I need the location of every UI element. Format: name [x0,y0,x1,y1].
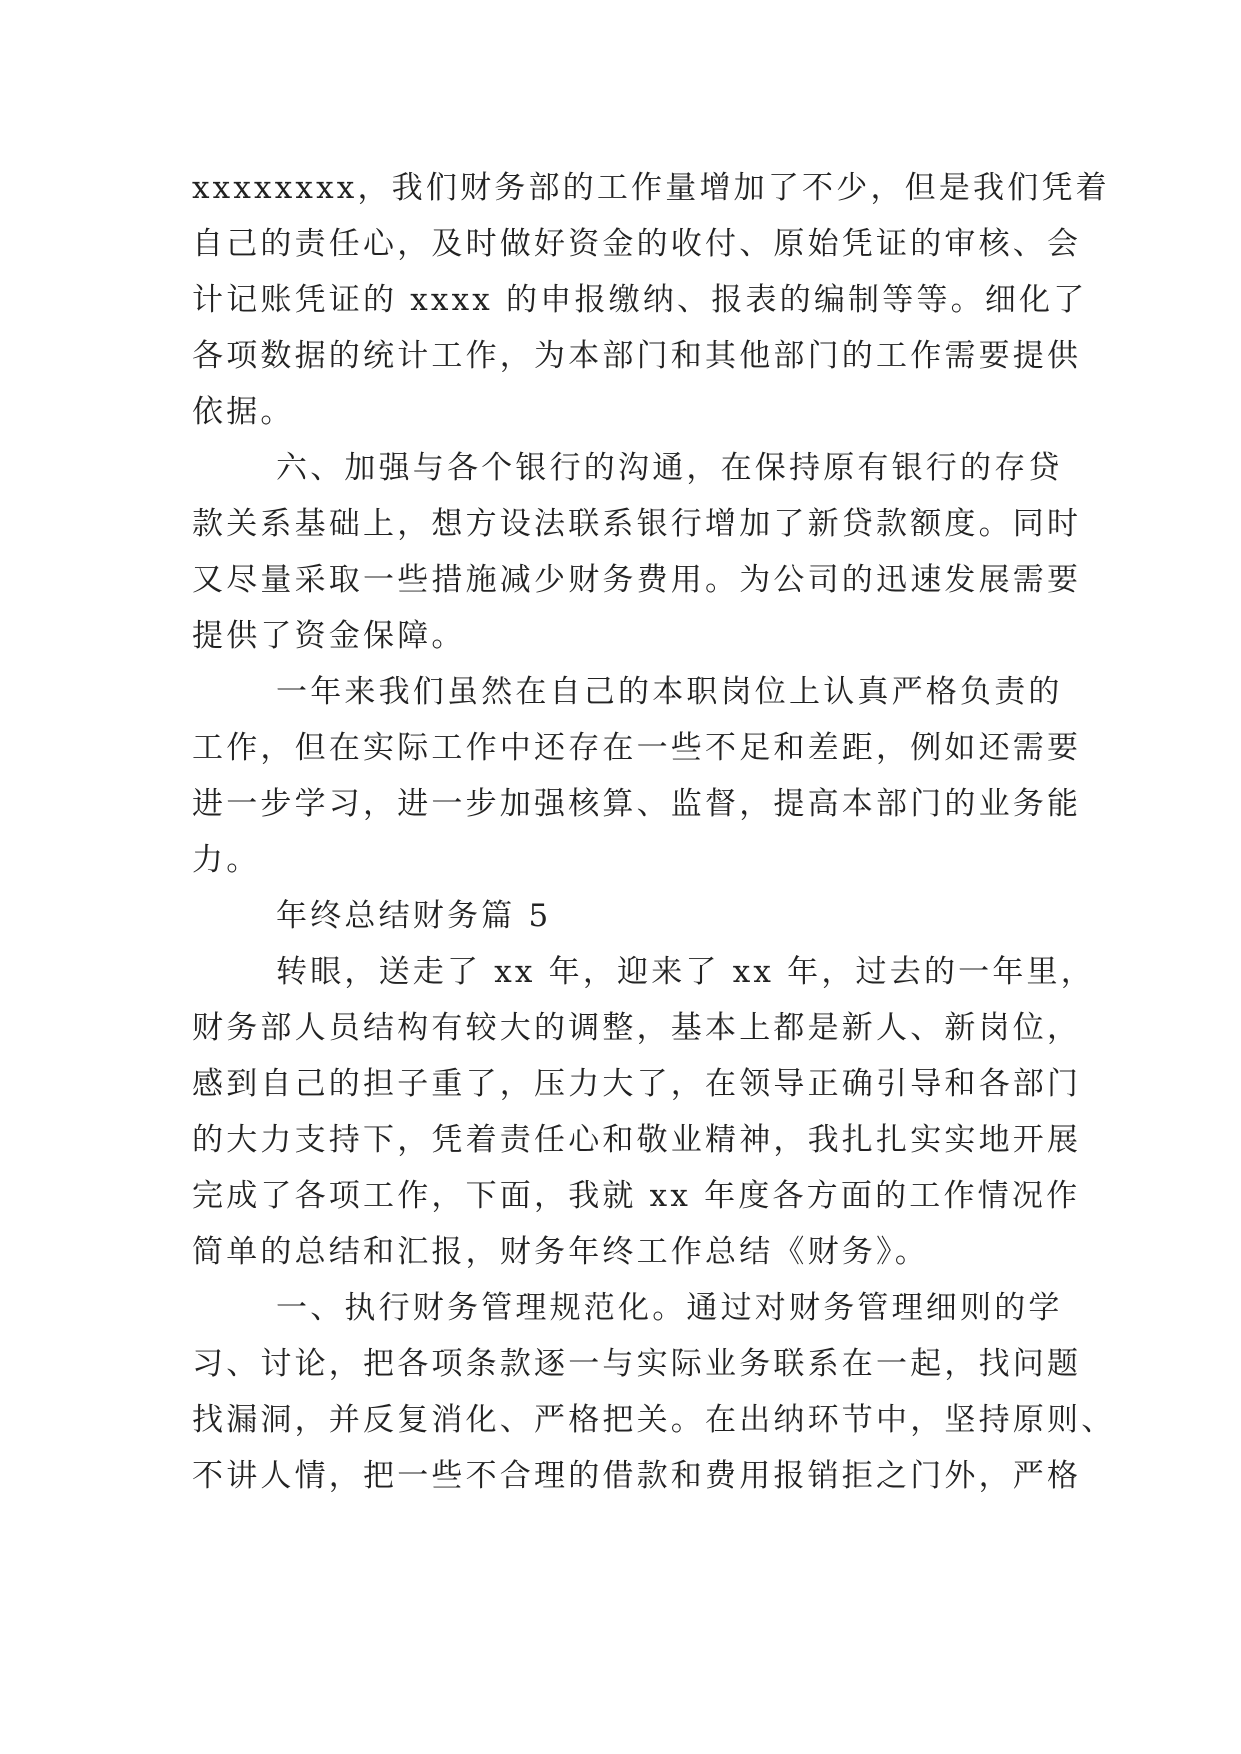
text-line: 自己的责任心，及时做好资金的收付、原始凭证的审核、会 [192,226,1082,262]
text-line: 习、讨论，把各项条款逐一与实际业务联系在一起，找问题 [192,1346,1082,1382]
document-body [192,160,1116,1504]
text-line: 力。 [192,842,261,878]
text-line: 完成了各项工作，下面，我就 xx 年度各方面的工作情况作 [192,1178,1081,1214]
text-line: 提供了资金保障。 [192,618,466,654]
paragraph-start-line: 六、加强与各个银行的沟通，在保持原有银行的存贷 [276,450,1063,486]
text-line: 工作，但在实际工作中还存在一些不足和差距，例如还需要 [192,730,1082,766]
text-line: 各项数据的统计工作，为本部门和其他部门的工作需要提供 [192,338,1082,374]
text-line: 款关系基础上，想方设法联系银行增加了新贷款额度。同时 [192,506,1082,542]
text-line: 简单的总结和汇报，财务年终工作总结《财务》。 [192,1234,929,1270]
text-line: 的大力支持下，凭着责任心和敬业精神，我扎扎实实地开展 [192,1122,1082,1158]
text-line: xxxxxxxx，我们财务部的工作量增加了不少，但是我们凭着 [192,170,1110,206]
text-line: 财务部人员结构有较大的调整，基本上都是新人、新岗位， [192,1010,1082,1046]
text-line: 不讲人情，把一些不合理的借款和费用报销拒之门外，严格 [192,1458,1082,1494]
section-heading: 年终总结财务篇 5 [276,898,552,934]
paragraph-start-line: 转眼，送走了 xx 年，迎来了 xx 年，过去的一年里， [276,954,1095,990]
paragraph-start-line: 一年来我们虽然在自己的本职岗位上认真严格负责的 [276,674,1063,710]
paragraph-start-line: 一、执行财务管理规范化。通过对财务管理细则的学 [276,1290,1063,1326]
text-line: 进一步学习，进一步加强核算、监督，提高本部门的业务能 [192,786,1082,822]
text-line: 找漏洞，并反复消化、严格把关。在出纳环节中，坚持原则、 [192,1402,1116,1438]
text-line: 感到自己的担子重了，压力大了，在领导正确引导和各部门 [192,1066,1082,1102]
text-line: 又尽量采取一些措施减少财务费用。为公司的迅速发展需要 [192,562,1082,598]
text-line: 计记账凭证的 xxxx 的申报缴纳、报表的编制等等。细化了 [192,282,1088,318]
text-line: 依据。 [192,394,295,430]
